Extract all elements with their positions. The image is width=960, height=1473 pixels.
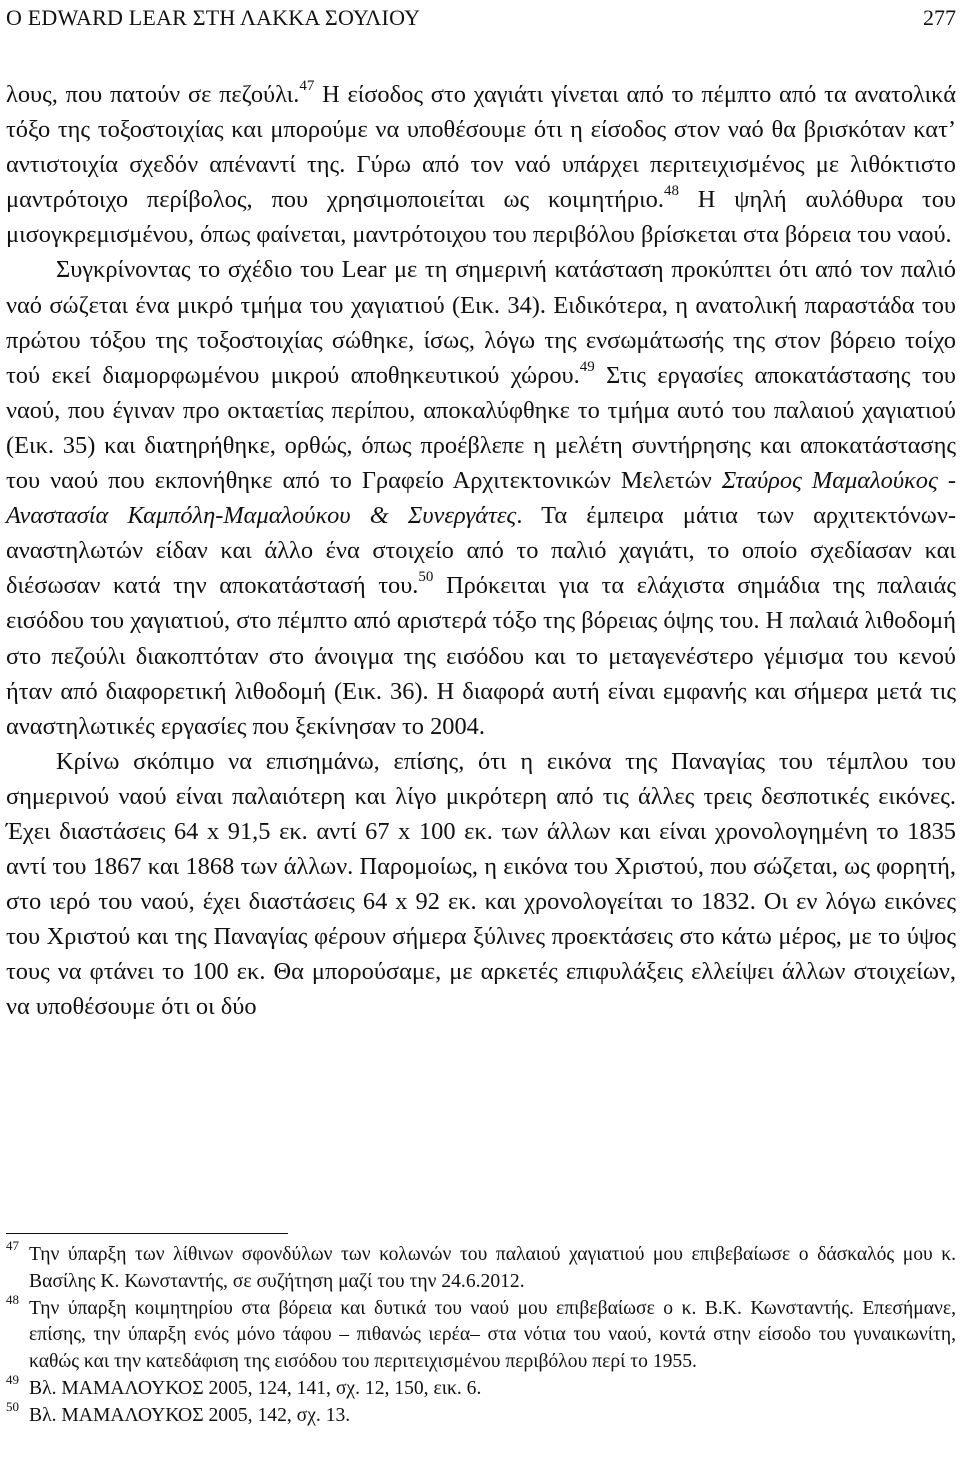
book-page bbox=[6, 0, 956, 1473]
footnote-50: $^{50}$ Βλ. ΜΑΜΑΛΟΥΚΟΣ 2005, 142, σχ. 13. bbox=[6, 1399, 351, 1426]
paragraph-2-text-c: . Τα έμπειρα μάτια των αρχιτεκτόνων-αναστηλωτών είδαν και άλλο ένα στοιχείο από το παλιό χαγιάτι, το οποίο σχεδίασαν και διέσωσαν κατά την αποκατάστασή του. bbox=[6, 502, 956, 600]
footnote-ref-50[interactable]: 50 bbox=[418, 569, 434, 586]
main-text bbox=[6, 77, 956, 1025]
footnote-text: Βλ. ΜΑΜΑΛΟΥΚΟΣ 2005, 142, σχ. 13. bbox=[29, 1404, 351, 1426]
running-head bbox=[6, 4, 956, 32]
page-number: 277 bbox=[923, 5, 956, 30]
footnote-47: $^{47}$ Την ύπαρξη των λίθινων σφονδύλων των κολωνών του παλαιού χαγιατιού μου επιβεβαίωσε ο δάσκαλός μου κ. Βασίλης Κ. Κωνσταντής, σε συζήτηση μαζί του την 24.6.2012. bbox=[6, 1238, 956, 1292]
paragraph-2-text-d: Πρόκειται για τα ελάχιστα σημάδια της παλαιάς εισόδου του χαγιατιού, στο πέμπτο από αριστερά τόξο της βόρειας όψης του. Η παλαιά λιθοδομή στο πεζούλι διακοπτόταν στο άνοιγμα της εισόδου και το μεταγενέστερο γέμισμα του κενού ήταν από διαφορετική λιθοδομή (Εικ. 36). Η διαφορά αυτή είναι εμφανής και σήμερα μετά τις αναστηλωτικές εργασίες που ξεκίνησαν το 2004. bbox=[6, 572, 956, 740]
footnotes bbox=[6, 1238, 956, 1430]
footnote-48: $^{48}$ Την ύπαρξη κοιμητηρίου στα βόρεια και δυτικά του ναού μου επιβεβαίωσε ο κ. Β.Κ. Κωνσταντής. Επεσήμανε, επίσης, την ύπαρξη ενός μόνο τάφου – πιθανώς ιερέα– στα νότια του ναού, κοντά στην είσοδο του γυναικωνίτη, καθώς και την κατεδάφιση της εισόδου του περιτειχισμένου περιβόλου περί το 1955. bbox=[6, 1292, 956, 1373]
paragraph-1-text-a: λους, που πατούν σε πεζούλι. bbox=[6, 81, 300, 108]
footnote-text: Την ύπαρξη κοιμητηρίου στα βόρεια και δυτικά του ναού μου επιβεβαίωσε ο κ. Β.Κ. Κωνσταντής. Επεσήμανε, επίσης, την ύπαρξη ενός μόνο τάφου – πιθανώς ιερέα– στα νότια του ναού, κοντά στην είσοδο του γυναικωνίτη, καθώς και την κατεδάφιση της εισόδου του περιτειχισμένου περιβόλου περί το 1955. bbox=[29, 1297, 956, 1373]
footnote-ref-47[interactable]: 47 bbox=[299, 77, 315, 94]
paragraph-3: Κρίνω σκόπιμο να επισημάνω, επίσης, ότι η εικόνα της Παναγίας του τέμπλου του σημερινού ναού είναι παλαιότερη και λίγο μικρότερη από τις άλλες τρεις δεσποτικές εικόνες. Έχει διαστάσεις 64 x 91,5 εκ. αντί 67 x 100 εκ. των άλλων και είναι χρονολογημένη το 1835 αντί του 1867 και 1868 των άλλων. Παρομοίως, η εικόνα του Χριστού, που σώζεται, ως φορητή, στο ιερό του ναού, έχει διαστάσεις 64 x 92 εκ. και χρονολογείται το 1832. Οι εν λόγω εικόνες του Χριστού και της Παναγίας φέρουν σήμερα ξύλινες προεκτάσεις στο κάτω μέρος, με το ύψος τους να φτάνει το 100 εκ. Θα μπορούσαμε, με αρκετές επιφυλάξεις ελλείψει άλλων στοιχείων, να υποθέσουμε ότι οι δύο bbox=[6, 747, 956, 1021]
paragraph-2-text-a: Συγκρίνοντας το σχέδιο του Lear με τη σημερινή κατάσταση προκύπτει ότι από τον παλιό ναό σώζεται ένα μικρό τμήμα του χαγιατιού (Εικ. 34). Ειδικότερα, η ανατολική παραστάδα του πρώτου τόξου της τοξοστοιχίας σώθηκε, ίσως, λόγω της ενσωμάτωσής της στον βόρειο τοίχο τού εκεί διαμορφωμένου μικρού αποθηκευτικού χώρου. bbox=[6, 256, 956, 389]
paragraph-2-text-b: Στις εργασίες αποκατάστασης του ναού, που έγιναν προ οκταετίας περίπου, αποκαλύφθηκε το τμήμα αυτό του παλαιού χαγιατιού (Εικ. 35) και διατηρήθηκε, ορθώς, όπως προέβλεπε η μελέτη συντήρησης και αποκατάστασης του ναού που εκπονήθηκε από το Γραφείο Αρχιτεκτονικών Μελετών bbox=[6, 361, 956, 495]
paragraph-2-italic-firm: Σταύρος Μαμαλούκος - Αναστασία Καμπόλη-Μαμαλούκου & Συνεργάτες bbox=[6, 467, 956, 530]
footnote-text: Βλ. ΜΑΜΑΛΟΥΚΟΣ 2005, 124, 141, σχ. 12, 150, εικ. 6. bbox=[29, 1377, 482, 1399]
footnote-ref-48[interactable]: 48 bbox=[663, 183, 679, 200]
footnote-separator bbox=[6, 1233, 288, 1234]
footnote-ref-49[interactable]: 49 bbox=[579, 358, 595, 375]
running-title: Ο EDWARD LEAR ΣΤΗ ΛΑΚΚΑ ΣΟΥΛΙΟΥ bbox=[6, 5, 421, 30]
footnote-49: $^{49}$ Βλ. ΜΑΜΑΛΟΥΚΟΣ 2005, 124, 141, σχ. 12, 150, εικ. 6. bbox=[6, 1372, 482, 1399]
paragraph-1-text-c: Η ψηλή αυλόθυρα του μισογκρεμισμένου, όπως φαίνεται, μαντρότοιχου του περιβόλου βρίσκεται στα βόρεια του ναού. bbox=[6, 186, 956, 249]
paragraph-2 bbox=[6, 252, 956, 743]
paragraph-1-text-b: Η είσοδος στο χαγιάτι γίνεται από το πέμπτο από τα ανατολικά τόξο της τοξοστοιχίας και μπορούμε να υποθέσουμε ότι η είσοδος στον ναό θα βρισκόταν κατ’ αντιστοιχία σχεδόν απέναντί της. Γύρω από τον ναό υπάρχει περιτειχισμένος με λιθόκτιστο μαντρότοιχο περίβολος, που χρησιμοποιείται ως κοιμητήριο. bbox=[6, 81, 956, 214]
footnote-text: Την ύπαρξη των λίθινων σφονδύλων των κολωνών του παλαιού χαγιατιού μου επιβεβαίωσε ο δάσκαλός μου κ. Βασίλης Κ. Κωνσταντής, σε συζήτηση μαζί του την 24.6.2012. bbox=[29, 1244, 956, 1292]
paragraph-1 bbox=[6, 77, 956, 252]
